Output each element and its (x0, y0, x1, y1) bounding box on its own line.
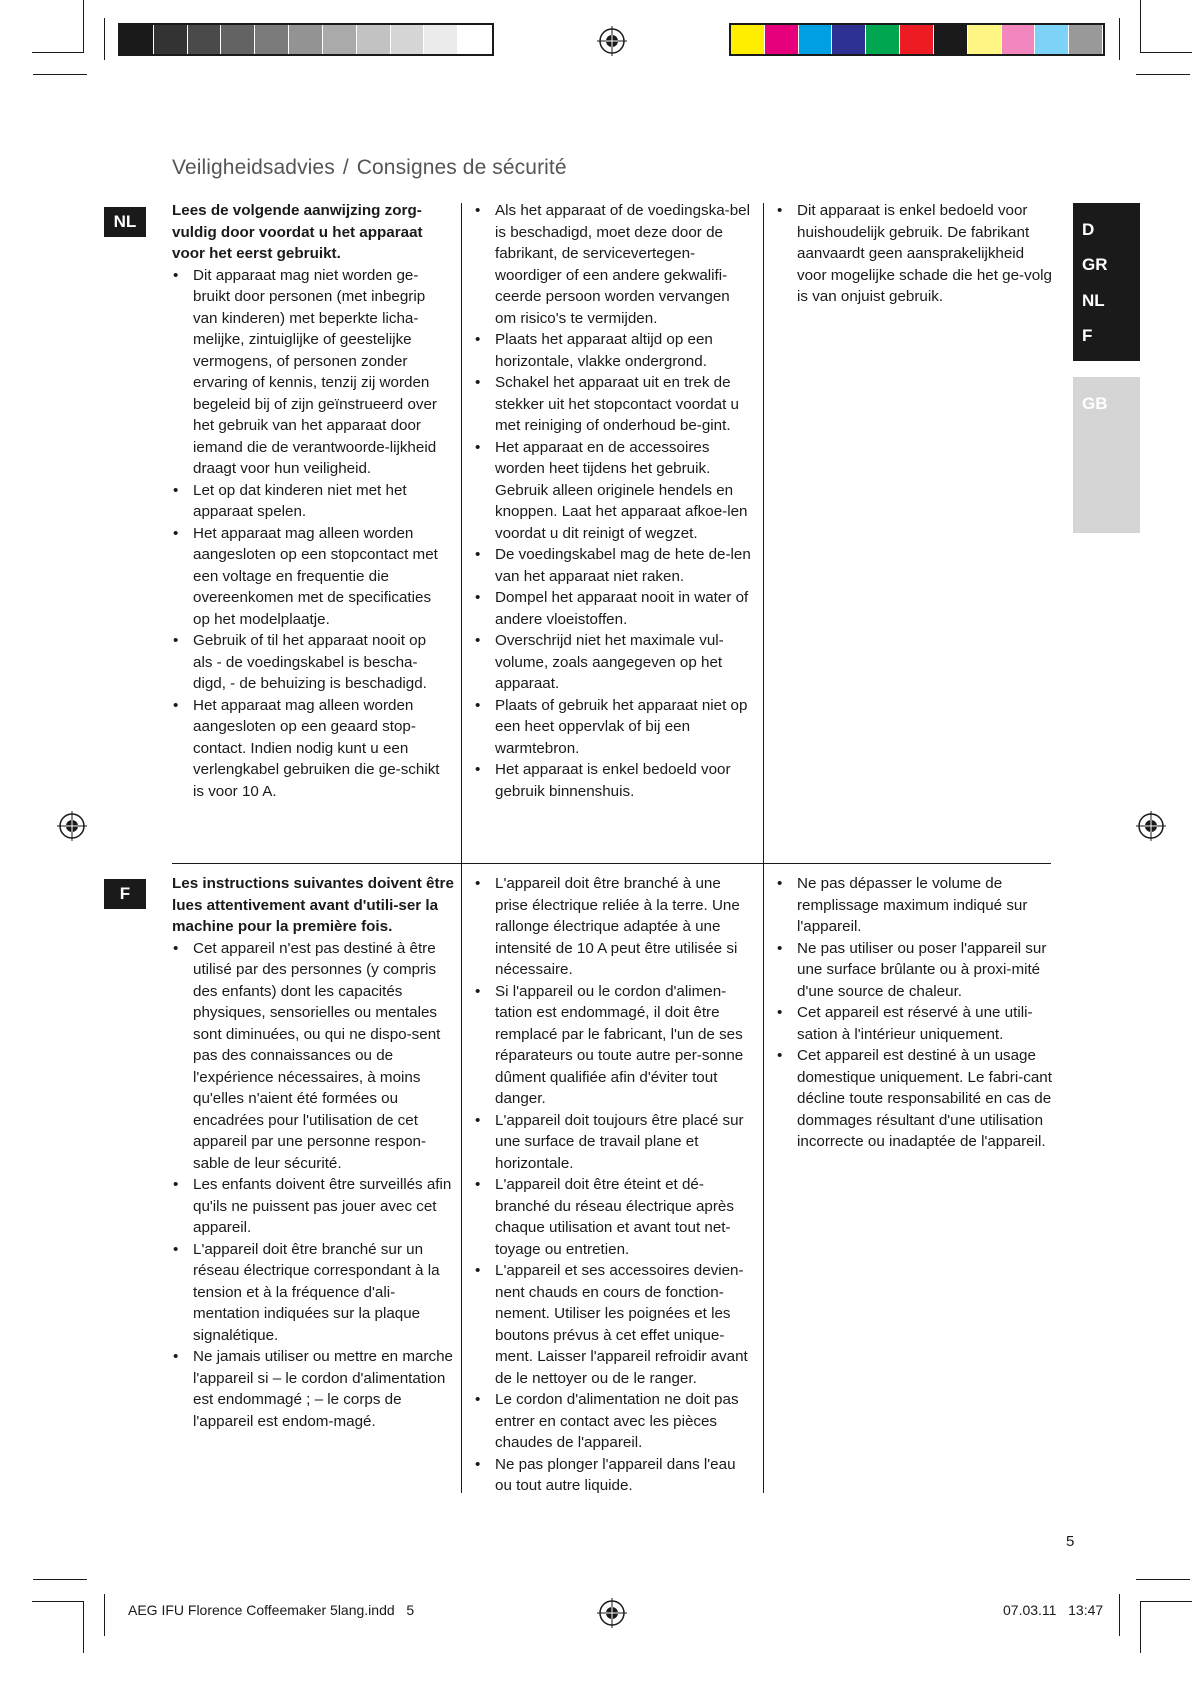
color-swatch (1002, 25, 1036, 54)
color-swatch (154, 25, 188, 54)
color-swatch (934, 25, 968, 54)
list-item: • Het apparaat en de accessoires worden heet tijdens het gebruik. Gebruik alleen originele hendels en knoppen. Laat het apparaat afkoe-len voordat u dit reinigt of wegzet. (474, 437, 752, 545)
fr-lead: Les instructions suivantes doivent être lues attentivement avant d'utili-ser la machine pour la première fois. (172, 875, 454, 935)
tab-nl: NL (1082, 291, 1105, 310)
list-item: • Ne pas dépasser le volume de remplissage maximum indiqué sur l'appareil. (776, 873, 1056, 938)
color-swatch (765, 25, 799, 54)
color-swatch (357, 25, 391, 54)
list-item: • Als het apparaat of de voedingska-bel is beschadigd, moet deze door de fabrikant, de servicevertegen-woordiger of een andere gekwalifi-ceerde persoon worden vervangen om risico's te vermijden. (474, 200, 752, 329)
title-fr: Consignes de sécurité (356, 156, 567, 179)
nl-list-1 (172, 265, 447, 803)
nl-column-3 (776, 200, 1054, 308)
list-item: • Les enfants doivent être surveillés afin qu'ils ne puissent pas jouer avec cet appareil. (172, 1174, 454, 1239)
color-swatch (323, 25, 357, 54)
fr-column-1 (172, 873, 454, 1432)
list-item: • L'appareil doit toujours être placé sur une surface de travail plane et horizontale. (474, 1110, 754, 1175)
list-item: • Ne jamais utiliser ou mettre en marche l'appareil si – le cordon d'alimentation est endommagé ; – le corps de l'appareil est endom-magé. (172, 1346, 454, 1432)
language-tag-nl: NL (104, 207, 146, 237)
color-swatch (799, 25, 833, 54)
nl-lead: Lees de volgende aanwijzing zorg-vuldig door voordat u het apparaat voor het eerst gebruikt. (172, 202, 423, 262)
list-item: • Cet appareil n'est pas destiné à être utilisé par des personnes (y compris des enfants) dont les capacités physiques, sensorielles ou mentales sont diminuées, ou qui ne dispo-sent pas des connaissances ou de l'expérience nécessaires, à moins qu'elles n'aient été formées ou encadrées pour l'utilisation de cet appareil par une personne respon-sable de leur sécurité. (172, 938, 454, 1175)
list-item: • Ne pas utiliser ou poser l'appareil sur une surface brûlante ou à proxi-mité d'une source de chaleur. (776, 938, 1056, 1003)
list-item: • Ne pas plonger l'appareil dans l'eau ou tout autre liquide. (474, 1454, 754, 1497)
color-swatch (120, 25, 154, 54)
color-swatch (424, 25, 458, 54)
list-item: • Dit apparaat mag niet worden ge-bruikt door personen (met inbegrip van kinderen) met beperkte licha-melijke, zintuiglijke of geestelijke vermogens, of personen zonder ervaring of kennis, tenzij zij worden begeleid bij of zijn geïnstrueerd over het gebruik van het apparaat door iemand die de verantwoorde-lijkheid draagt voor hun veiligheid. (172, 265, 447, 480)
nl-list-2 (474, 200, 752, 802)
registration-mark-icon (597, 26, 627, 56)
color-swatch (188, 25, 222, 54)
color-swatch (866, 25, 900, 54)
tab-gb: GB (1082, 394, 1108, 413)
color-swatch (900, 25, 934, 54)
list-item: • L'appareil doit être branché à une prise électrique reliée à la terre. Une rallonge électrique adaptée à une intensité de 10 A peut être utilisée si nécessaire. (474, 873, 754, 981)
page-title (172, 156, 567, 180)
list-item: • Overschrijd niet het maximale vul-volume, zoals aangegeven op het apparaat. (474, 630, 752, 695)
list-item: • Cet appareil est réservé à une utili-sation à l'intérieur uniquement. (776, 1002, 1056, 1045)
list-item: • Si l'appareil ou le cordon d'alimen-tation est endommagé, il doit être remplacé par le fabricant, l'un de ses réparateurs ou toute autre per-sonne dûment qualifiée afin d'éviter tout danger. (474, 981, 754, 1110)
list-item: • L'appareil doit être éteint et dé-branché du réseau électrique après chaque utilisation et avant tout net-toyage ou entretien. (474, 1174, 754, 1260)
footer-timestamp: 07.03.11 13:47 (1003, 1602, 1104, 1618)
fr-list-1 (172, 938, 454, 1433)
title-nl: Veiligheidsadvies (172, 156, 335, 179)
fr-list-3 (776, 873, 1056, 1153)
list-item: • Gebruik of til het apparaat nooit op als - de voedingskabel is bescha-digd, - de behuizing is beschadigd. (172, 630, 447, 695)
footer-filename: AEG IFU Florence Coffeemaker 5lang.indd 5 (128, 1602, 415, 1618)
nl-column-1 (172, 200, 447, 802)
language-tag-f: F (104, 879, 146, 909)
registration-mark-icon (597, 1598, 627, 1628)
list-item: • Het apparaat is enkel bedoeld voor gebruik binnenshuis. (474, 759, 752, 802)
list-item: • Dompel het apparaat nooit in water of andere vloeistoffen. (474, 587, 752, 630)
list-item: • Schakel het apparaat uit en trek de stekker uit het stopcontact voordat u met reiniging of onderhoud be-gint. (474, 372, 752, 437)
list-item: • Het apparaat mag alleen worden aangesloten op een geaard stop-contact. Indien nodig kunt u een verlengkabel gebruiken die ge-schikt is voor 10 A. (172, 695, 447, 803)
fr-column-3 (776, 873, 1056, 1153)
list-item: • Let op dat kinderen niet met het apparaat spelen. (172, 480, 447, 523)
list-item: • L'appareil doit être branché sur un réseau électrique correspondant à la tension et à la fréquence d'ali-mentation indiquées sur la plaque signalétique. (172, 1239, 454, 1347)
grayscale-color-bar (118, 23, 494, 56)
color-swatch (255, 25, 289, 54)
fr-list-2 (474, 873, 754, 1497)
list-item: • De voedingskabel mag de hete de-len van het apparaat niet raken. (474, 544, 752, 587)
color-swatch (391, 25, 425, 54)
color-swatch (1035, 25, 1069, 54)
nl-list-3 (776, 200, 1054, 308)
title-separator: / (342, 156, 349, 179)
color-swatch (731, 25, 765, 54)
list-item: • Plaats het apparaat altijd op een horizontale, vlakke ondergrond. (474, 329, 752, 372)
list-item: • Plaats of gebruik het apparaat niet op een heet oppervlak of bij een warmtebron. (474, 695, 752, 760)
tab-f: F (1082, 326, 1093, 345)
fr-column-2 (474, 873, 754, 1497)
column-divider (461, 863, 462, 1493)
page-number: 5 (1066, 1533, 1075, 1550)
list-item: • Le cordon d'alimentation ne doit pas entrer en contact avec les pièces chaudes de l'appareil. (474, 1389, 754, 1454)
color-swatch (221, 25, 255, 54)
color-swatch (289, 25, 323, 54)
list-item: • L'appareil et ses accessoires devien-nent chauds en cours de fonction-nement. Utiliser les poignées et les boutons prévus à cet effet unique-ment. Laisser l'appareil refroidir avant de le nettoyer ou de le ranger. (474, 1260, 754, 1389)
list-item: • Dit apparaat is enkel bedoeld voor huishoudelijk gebruik. De fabrikant aanvaardt geen aansprakelijkheid voor mogelijke schade die het ge-volg is van onjuist gebruik. (776, 200, 1054, 308)
list-item: • Cet appareil est destiné à un usage domestique uniquement. Le fabri-cant décline toute responsabilité en cas de dommages résultant d'une utilisation incorrecte ou inadaptée de l'appareil. (776, 1045, 1056, 1153)
column-divider (763, 863, 764, 1493)
column-divider (763, 203, 764, 863)
tab-gr: GR (1082, 255, 1108, 274)
color-swatch (1069, 25, 1103, 54)
color-swatch (832, 25, 866, 54)
list-item: • Het apparaat mag alleen worden aangesloten op een stopcontact met een voltage en frequentie die overeenkomen met de specificaties op het modelplaatje. (172, 523, 447, 631)
registration-mark-icon (1136, 811, 1166, 841)
nl-column-2 (474, 200, 752, 802)
column-divider (461, 203, 462, 863)
color-swatch (968, 25, 1002, 54)
color-swatch (458, 25, 492, 54)
section-divider (172, 863, 1051, 864)
registration-mark-icon (57, 811, 87, 841)
tab-d: D (1082, 220, 1095, 239)
process-color-bar (729, 23, 1105, 56)
